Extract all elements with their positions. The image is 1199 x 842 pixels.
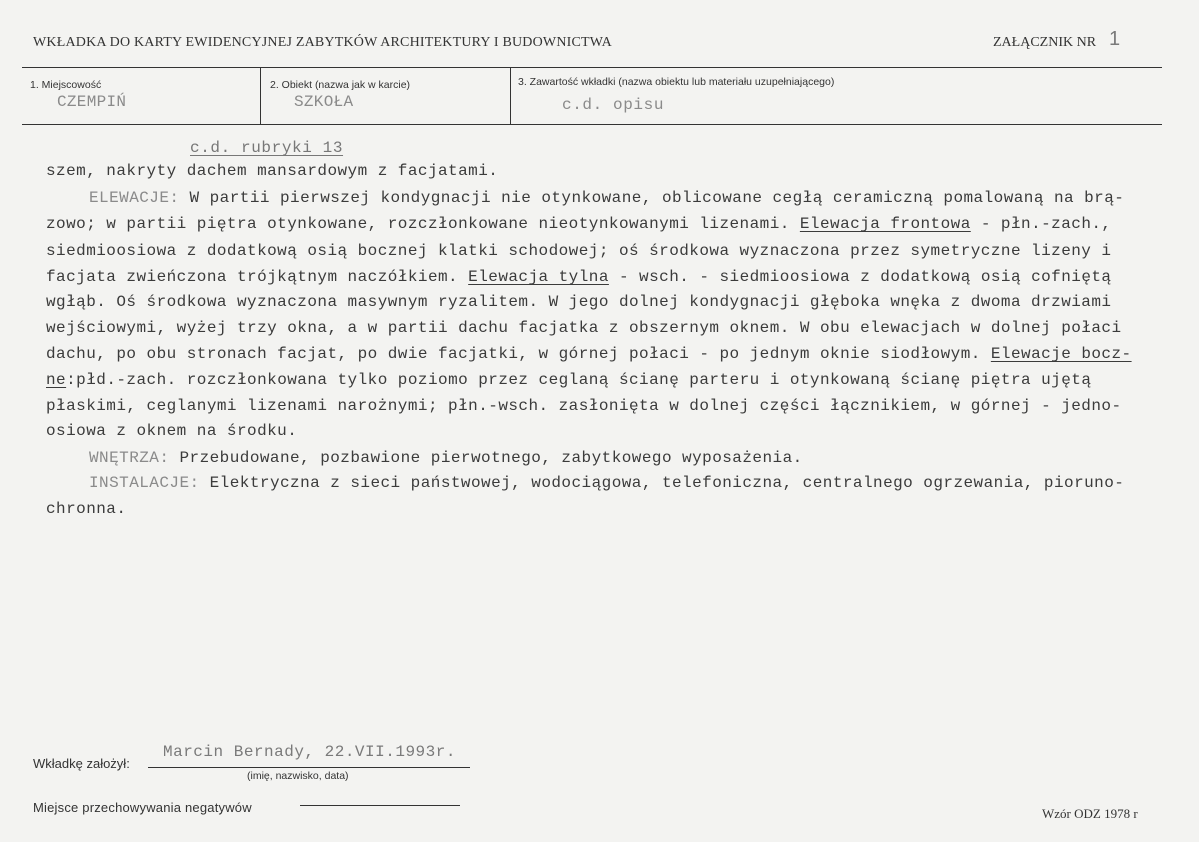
author-value: Marcin Bernady, 22.VII.1993r. <box>163 743 456 761</box>
header-bottom-rule <box>22 124 1162 125</box>
body-line: ne:płd.-zach. rozczłonkowana tylko poziomo przez ceglaną ścianę parteru i otynkowaną ścianę piętra ujętą <box>46 371 1092 389</box>
author-label: Wkładkę założył: <box>33 756 130 771</box>
body-line: facjata zwieńczona trójkątnym naczółkiem. Elewacja tylna - wsch. - siedmioosiowa z dodatkową osią cofniętą <box>46 268 1112 286</box>
body-line: wgłąb. Oś środkowa wyznaczona masywnym ryzalitem. W jego dolnej kondygnacji głęboka wnęka z dwoma drzwiami <box>46 293 1112 311</box>
object-value: SZKOŁA <box>294 93 354 111</box>
header-top-rule <box>22 67 1162 68</box>
body-line: wejściowymi, wyżej trzy okna, a w partii dachu facjatka z obszernym oknem. W obu elewacjach w dolnej połaci <box>46 319 1122 337</box>
body-line: INSTALACJE: Elektryczna z sieci państwowej, wodociągowa, telefoniczna, centralnego ogrzewania, pioruno- <box>89 474 1125 492</box>
object-label: 2. Obiekt (nazwa jak w karcie) <box>270 79 411 91</box>
content-value: c.d. opisu <box>562 96 665 114</box>
author-underline <box>148 767 470 768</box>
negatives-underline <box>300 805 460 806</box>
section-label-installations: INSTALACJE: <box>89 474 200 492</box>
body-line: płaskimi, ceglanymi lizenami narożnymi; płn.-wsch. zasłonięta w dolnej części łącznikiem, w górnej - jedno- <box>46 397 1122 415</box>
body-line: dachu, po obu stronach facjat, po dwie facjatki, w górnej połaci - po jednym oknie siodłowym. Elewacje bocz- <box>46 345 1132 363</box>
body-line: ELEWACJE: W partii pierwszej kondygnacji nie otynkowane, oblicowane cegłą ceramiczną pomalowaną na brą- <box>89 189 1125 207</box>
body-line: szem, nakryty dachem mansardowym z facjatami. <box>46 162 499 180</box>
negatives-label: Miejsce przechowywania negatywów <box>33 800 252 815</box>
body-line: WNĘTRZA: Przebudowane, pozbawione pierwotnego, zabytkowego wyposażenia. <box>89 449 803 467</box>
field-divider-2 <box>510 67 511 124</box>
annex-number: 1 <box>1109 28 1121 50</box>
body-line: zowo; w partii piętra otynkowane, rozczłonkowane nieotynkowanymi lizenami. Elewacja frontowa - płn.-zach., <box>46 215 1112 233</box>
section-label-elevations: ELEWACJE: <box>89 189 180 207</box>
body-line: siedmioosiowa z dodatkową osią bocznej klatki schodowej; oś środkowa wyznaczona przez symetryczne lizeny i <box>46 242 1112 260</box>
field-divider-1 <box>260 67 261 124</box>
body-line: chronna. <box>46 500 127 518</box>
locality-label: 1. Miejscowość <box>30 79 102 91</box>
form-code: Wzór ODZ 1978 r <box>1042 806 1138 821</box>
form-title: WKŁADKA DO KARTY EWIDENCYJNEJ ZABYTKÓW ARCHITEKTURY I BUDOWNICTWA <box>33 35 612 50</box>
content-label: 3. Zawartość wkładki (nazwa obiektu lub materiału uzupełniającego) <box>518 76 835 88</box>
locality-value: CZEMPIŃ <box>57 93 127 111</box>
author-caption: (imię, nazwisko, data) <box>247 770 349 782</box>
continuation-heading: c.d. rubryki 13 <box>190 139 344 157</box>
subheading-side: Elewacje bocz- <box>990 345 1132 363</box>
body-line: osiowa z oknem na środku. <box>46 422 298 440</box>
subheading-front: Elewacja frontowa <box>799 215 971 233</box>
section-label-interiors: WNĘTRZA: <box>89 449 170 467</box>
subheading-rear: Elewacja tylna <box>468 268 609 286</box>
annex-label: ZAŁĄCZNIK NR <box>993 35 1097 50</box>
